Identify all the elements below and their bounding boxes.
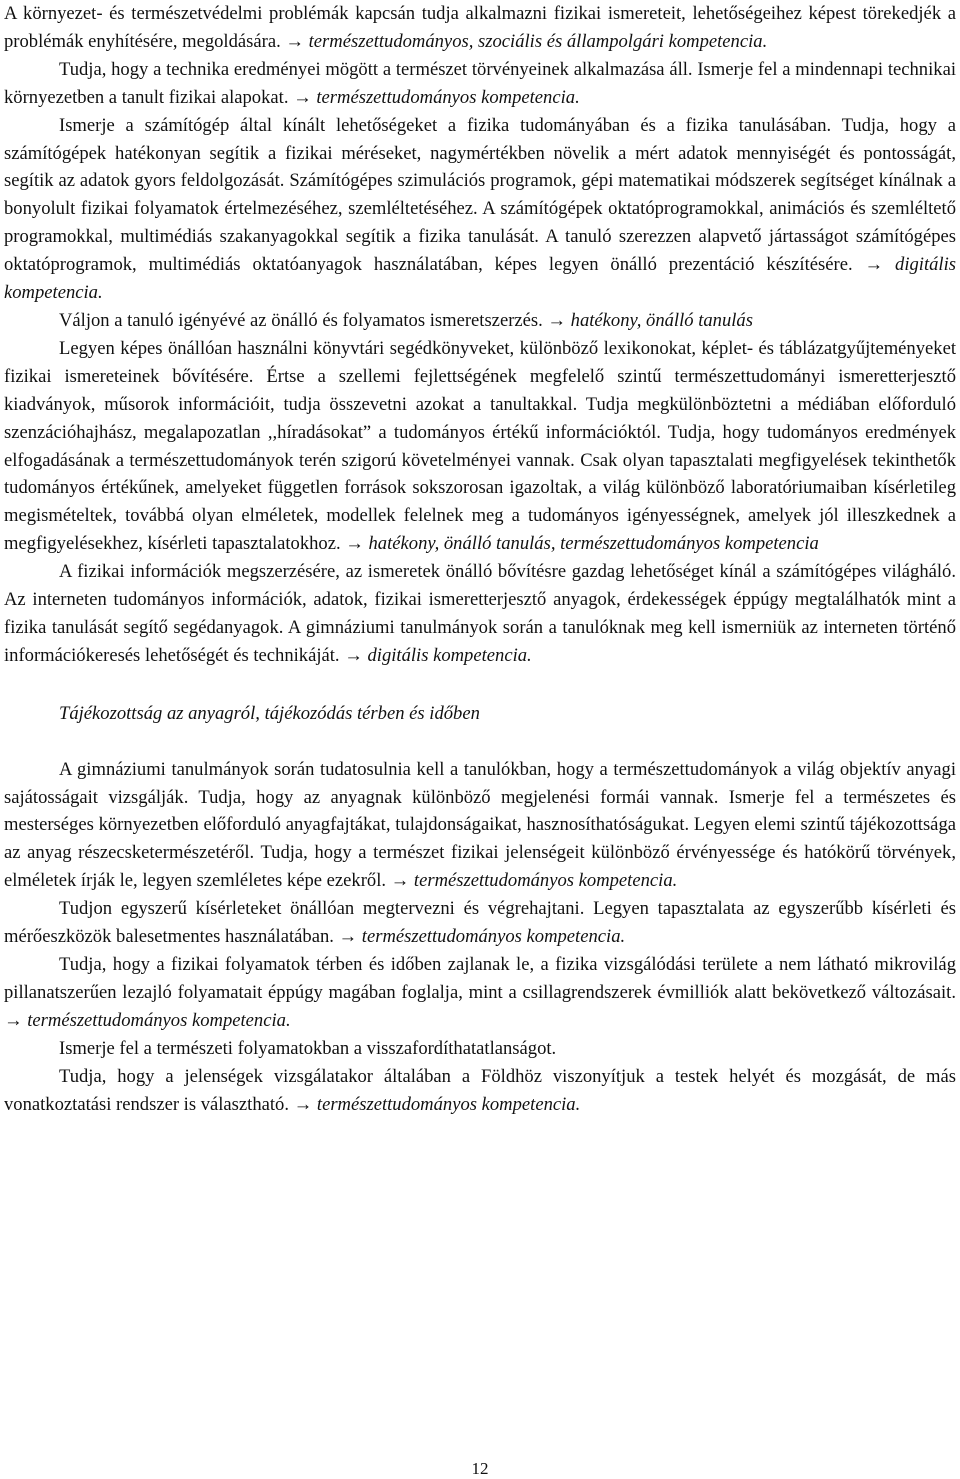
paragraph: A fizikai információk megszerzésére, az ismeretek önálló bővítésre gazdag lehetőséget kínál a számítógépes világháló. Az interneten tudományos információk, adatok, fizikai ismeretterjesztő anyagok, érdekességek éppúgy megtalálhatók mint a fizika tanulását segítő segédanyagok. A gimnáziumi tanulmányok során a tanulóknak meg kell ismerniük az interneten történő információkeresés lehetőségét és technikáját. → digitális kompetencia. — [4, 561, 956, 666]
competence-reference: → természettudományos kompetencia. — [390, 870, 678, 892]
paragraph: Váljon a tanuló igényévé az önálló és folyamatos ismeretszerzés. → hatékony, önálló tanulás — [59, 309, 753, 331]
competence-reference: → természettudományos kompetencia. — [338, 926, 626, 948]
paragraph: Tudja, hogy a technika eredményei mögött a természet törvényeinek alkalmazása áll. Ismerje fel a mindennapi technikai környezetben a tanult fizikai alapokat. → természettudományos kompetencia. — [4, 58, 956, 108]
paragraph: A környezet- és természetvédelmi problémák kapcsán tudja alkalmazni fizikai ismereteit, lehetőségeihez képest törekedjék a problémák enyhítésére, megoldására. → természettudományos, szociális és állampolgári kompetencia. — [4, 3, 956, 52]
competence-reference: → természettudományos kompetencia. — [293, 86, 580, 108]
competence-reference: → digitális kompetencia. — [4, 254, 956, 304]
section-heading: Tájékozottság az anyagról, tájékozódás térben és időben — [59, 702, 480, 724]
competence-reference: → természettudományos kompetencia. — [4, 1009, 291, 1031]
page-number: 12 — [471, 1459, 489, 1478]
paragraph: Tudja, hogy a jelenségek vizsgálatakor általában a Földhöz viszonyítjuk a testek helyét és mozgását, de más vonatkoztatási rendszer is választható. → természettudományos kompetencia. — [4, 1065, 956, 1115]
document-page — [4, 0, 956, 1118]
paragraph: Ismerje fel a természeti folyamatokban a visszafordíthatatlanságot. — [59, 1037, 557, 1059]
competence-reference: → természettudományos, szociális és állampolgári kompetencia. — [285, 30, 768, 52]
paragraph: A gimnáziumi tanulmányok során tudatosulnia kell a tanulókban, hogy a természettudományok a világ objektív anyagi sajátosságait vizsgálják. Tudja, hogy az anyagnak különböző megjelenési formái vannak. Ismerje fel a természetes és mesterséges környezetben előforduló anyagfajtákat, tulajdonságaikat, hasznosíthatóságukat. Legyen elemi szintű tájékozottsága az anyag részecsketermészetéről. Tudja, hogy a természet fizikai jelenségeit különböző érvényessége és hatókörű törvények, elméletek írják le, legyen szemléletes képe ezekről. → természettudományos kompetencia. — [4, 758, 956, 892]
competence-reference: → digitális kompetencia. — [344, 644, 532, 666]
competence-reference: → természettudományos kompetencia. — [293, 1093, 581, 1115]
paragraph: Ismerje a számítógép által kínált lehetőségeket a fizika tudományában és a fizika tanulásában. Tudja, hogy a számítógépek hatékonyan segítik a fizikai méréseket, nagymértékben növelik a mért adatok mennyiségét és pontosságát, segítik az adatok gyors feldolgozását. Számítógépes szimulációs programok, gépi matematikai módszerek segítséget kínálnak a bonyolult fizikai folyamatok értelmezéséhez, szemléltetéséhez. A számítógépek oktatóprogramokkal, animációs és szemléltető programokkal, multimédiás szakanyagokkal segítik a fizika tanulását. A tanuló szerezzen alapvető jártasságot számítógépes oktatóprogramok, multimédiás oktatóanyagok használatában, képes legyen önálló prezentáció készítésére. → digitális kompetencia. — [4, 114, 956, 304]
competence-reference: → hatékony, önálló tanulás — [547, 309, 753, 331]
paragraph: Tudja, hogy a fizikai folyamatok térben és időben zajlanak le, a fizika vizsgálódási területe a nem látható mikrovilág pillanatszerűen lezajló folyamatait éppúgy magában foglalja, mint a csillagrendszerek évmilliók alatt bekövetkező változásait. → természettudományos kompetencia. — [4, 954, 956, 1031]
paragraph: Tudjon egyszerű kísérleteket önállóan megtervezni és végrehajtani. Legyen tapasztalata az egyszerűbb kísérleti és mérőeszközök balesetmentes használatában. → természettudományos kompetencia. — [4, 898, 956, 948]
paragraph: Legyen képes önállóan használni könyvtári segédkönyveket, különböző lexikonokat, képlet- és táblázatgyűjteményeket fizikai ismereteinek bővítésére. Értse a szellemi fejlettségének megfelelő szintű természettudományi ismeretterjesztő kiadványok, műsorok információit, tudja összevetni azokat a tanultakkal. Tudja megkülönböztetni a médiában előforduló szenzációhajhász, megalapozatlan ,,híradásokat” a tudományos értékű információktól. Tudja, hogy tudományos eredmények elfogadásának a természettudományok terén szigorú követelményei vannak. Csak olyan tapasztalati megfigyelések tekinthetők tudományos értékűnek, amelyeket független források sokszorosan igazoltak, a világ különböző laboratóriumaiban kísérletileg megismételtek, továbbá olyan elméletek, modellek felelnek meg a tudományos igényességnek, amelyek jól illeszkednek a megfigyelésekhez, kísérleti tapasztalatokhoz. → hatékony, önálló tanulás, természettudományos kompetencia — [4, 337, 956, 555]
competence-reference: → hatékony, önálló tanulás, természettudományos kompetencia — [345, 533, 819, 555]
